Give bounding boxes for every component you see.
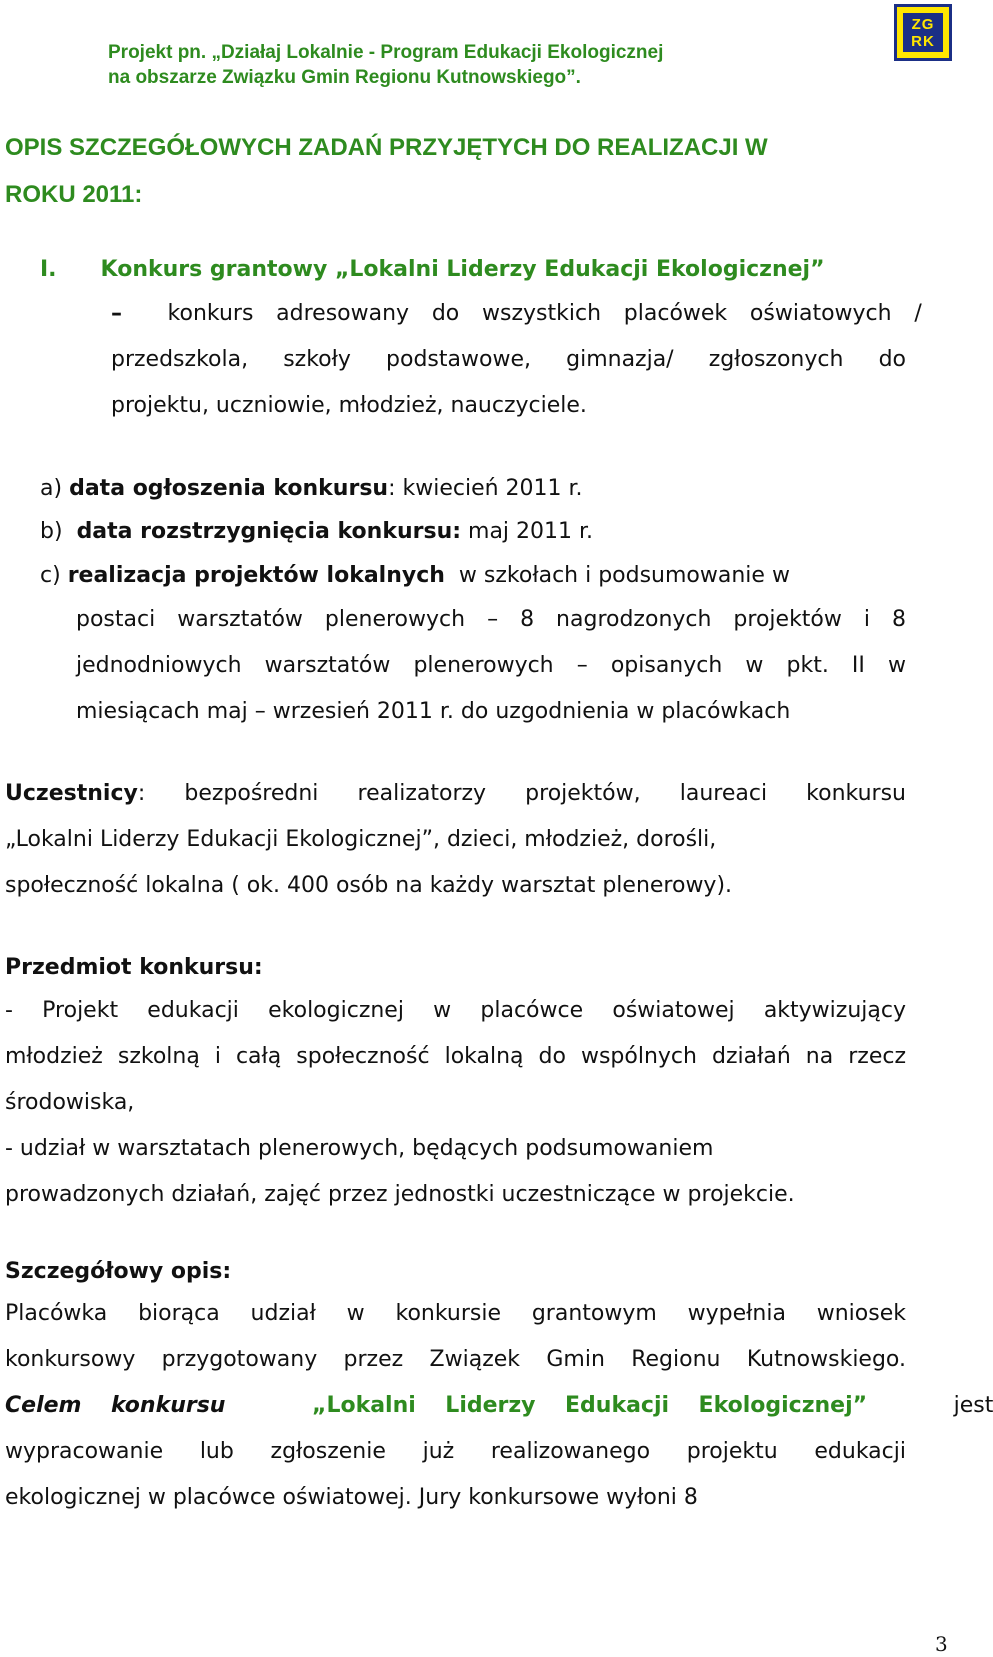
item-b-label: b) [40,519,63,544]
subject-line-2: młodzież szkolną i całą społeczność lokalną do wspólnych działań na rzecz [5,1044,906,1069]
section-1-body [111,291,922,429]
subject-heading: Przedmiot konkursu: [5,955,263,980]
document-header [108,40,888,90]
item-a-rest: : kwiecień 2011 r. [388,476,583,501]
item-c-label: c) [40,563,61,588]
details-line-5: ekologicznej w placówce oświatowej. Jury konkursowe wyłoni 8 [5,1485,698,1510]
page-title [5,124,905,218]
item-c-rest-1: w szkołach i podsumowanie w [458,563,790,588]
subject-line-4: - udział w warsztatach plenerowych, będących podsumowaniem [5,1136,714,1161]
title-line-2: ROKU 2011: [5,181,143,208]
item-c-bold: realizacja projektów lokalnych [67,563,445,588]
item-a-label: a) [40,476,63,501]
header-line-2: na obszarze Związku Gmin Regionu Kutnowskiego”. [108,67,581,88]
item-c-line-4: miesiącach maj – wrzesień 2011 r. do uzgodnienia w placówkach [76,699,791,724]
subject-block [5,988,906,1218]
item-b [40,509,906,555]
section-1-line-3: projektu, uczniowie, młodzież, nauczyciele. [111,393,587,418]
item-a [40,466,906,512]
subject-line-3: środowiska, [5,1090,135,1115]
item-b-rest: maj 2011 r. [461,519,594,544]
section-1-heading: Konkurs grantowy „Lokalni Liderzy Edukacji Ekologicznej” [100,257,825,282]
details-line-2: konkursowy przygotowany przez Związek Gmin Regionu Kutnowskiego. [5,1347,906,1372]
logo-text-top: ZG [911,15,935,33]
participants-label: Uczestnicy [5,781,138,806]
section-1-dash: – [111,301,122,326]
details-line-3 [5,1383,993,1429]
title-line-1: OPIS SZCZEGÓŁOWYCH ZADAŃ PRZYJĘTYCH DO REALIZACJI W [5,134,768,161]
details-block [5,1291,993,1521]
participants-block [5,771,906,909]
item-c-line-3: jednodniowych warsztatów plenerowych – opisanych w pkt. II w [76,653,906,678]
participants-line-2: „Lokalni Liderzy Edukacji Ekologicznej”, dzieci, młodzież, dorośli, [5,827,717,852]
details-heading: Szczegółowy opis: [5,1259,232,1284]
header-line-1: Projekt pn. „Działaj Lokalnie - Program Edukacji Ekologicznej [108,42,664,63]
subject-line-1: - Projekt edukacji ekologicznej w placówce oświatowej aktywizujący [5,998,906,1023]
item-b-bold: data rozstrzygnięcia konkursu: [76,519,462,544]
participants-line-3: społeczność lokalna ( ok. 400 osób na każdy warsztat plenerowy). [5,873,733,898]
item-c-line-2: postaci warsztatów plenerowych – 8 nagrodzonych projektów i 8 [76,607,906,632]
zgrk-logo [894,4,952,61]
section-1-number: I. [40,257,57,282]
logo-mark [903,13,943,52]
item-a-bold: data ogłoszenia konkursu [69,476,389,501]
details-line-1: Placówka biorąca udział w konkursie grantowym wypełnia wniosek [5,1301,906,1326]
participants-line-1: : bezpośredni realizatorzy projektów, laureaci konkursu [137,781,906,806]
details-goal-label: Celem konkursu [5,1393,226,1418]
details-line-4: wypracowanie lub zgłoszenie już realizowanego projektu edukacji [5,1439,906,1464]
item-c-continuation [76,597,906,735]
section-1-line-2: przedszkola, szkoły podstawowe, gimnazja/ zgłoszonych do [111,347,906,372]
subject-line-5: prowadzonych działań, zajęć przez jednostki uczestniczące w projekcie. [5,1182,795,1207]
details-contest-name: „Lokalni Liderzy Edukacji Ekologicznej” [311,1393,868,1418]
section-1-heading-row [40,247,906,293]
details-line-3-rest: jest [953,1393,993,1418]
logo-text-bottom: RK [911,32,935,50]
section-1-line-1: konkurs adresowany do wszystkich placówek oświatowych / [167,301,922,326]
page-number: 3 [935,1632,948,1656]
item-c [40,553,906,599]
